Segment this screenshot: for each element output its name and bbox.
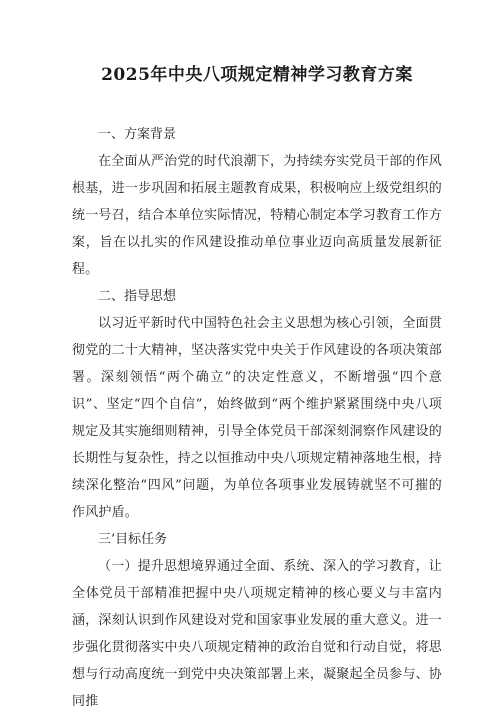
section-paragraph: 以习近平新时代中国特色社会主义思想为核心引领，全面贯彻党的二十大精神，坚决落实党中央关于作风建设的各项决策部署。深刻领悟“两个确立”的决定性意义，不断增强“四个意识”、坚定“四个自信”，始终做到“两个维护紧紧围绕中央八项规定及其实施细则精神，引导全体党员干部深刻洞察作风建设的长期性与复杂性，持之以恒推动中央八项规定精神落地生根，持续深化整治“四风”问题，为单位各项事业发展铸就坚不可摧的作风护盾。 xyxy=(72,316,442,520)
section-paragraph: 在全面从严治党的时代浪潮下，为持续夯实党员干部的作风根基，进一步巩固和拓展主题教育成果，积极响应上级党组织的统一号召，结合本单位实际情况，特精心制定本学习教育工作方案，旨在以扎实的作风建设推动单位事业迈向高质量发展新征程。 xyxy=(72,154,442,277)
document-title: 2025年中央八项规定精神学习教育方案 xyxy=(101,65,413,85)
section-goals-tasks xyxy=(72,526,442,715)
section-background xyxy=(72,121,442,283)
section-guiding-ideology xyxy=(72,283,442,526)
section-heading: 一、方案背景 xyxy=(98,127,177,142)
section-paragraph: （一）提升思想境界通过全面、系统、深入的学习教育，让全体党员干部精准把握中央八项规定精神的核心要义与丰富内涵，深刻认识到作风建设对党和国家事业发展的重大意义。进一步强化贯彻落实中央八项规定精神的政治自觉和行动自觉，将思想与行动高度统一到党中央决策部署上来，凝聚起全员参与、协同推 xyxy=(72,559,442,709)
section-heading: 二、指导思想 xyxy=(98,289,177,304)
section-heading: 三’目标任务 xyxy=(98,532,168,547)
